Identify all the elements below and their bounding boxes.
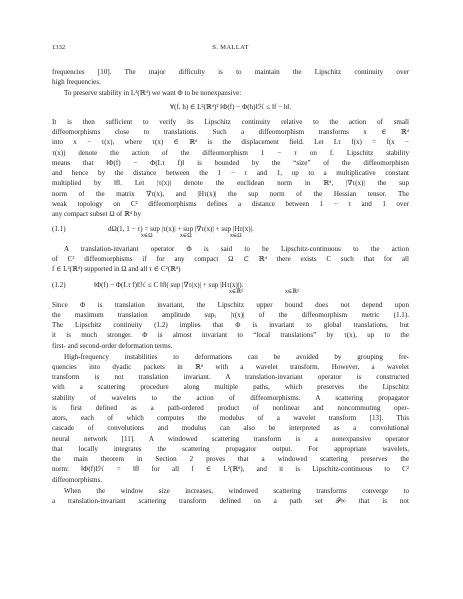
text-line: a translation-invariant scattering transform defined on a path set 𝒫∞ that is not <box>52 497 409 505</box>
text-line: the maximum translation amplitude supₓ |τ(x)| of the diffeomorphism metric (1.1). <box>52 311 409 319</box>
text-line: weak topology on C² diffeomorphisms defines a distance between 1 − τ and 1 over <box>52 200 409 208</box>
text-line: multiplied by ‖f‖. Let |τ(x)| denote the euclidean norm in ℝᵈ, |∇τ(x)| the sup <box>52 179 409 187</box>
text-line: When the window size increases, windowed scattering transforms converge to <box>64 487 409 495</box>
text-line: ators, each of which computes the modulus of a wavelet transform [13]. This <box>52 414 409 422</box>
text-line: it is much stronger. Φ is almost invariant to “local translations” by τ(x), up to the <box>52 331 409 339</box>
text-line: Since Φ is translation invariant, the Lipschitz upper bound does not depend upon <box>52 301 409 309</box>
text-line: quencies into dyadic packets in ℝᵈ with a wavelet transform. However, a wavelet <box>52 363 409 371</box>
text-line: stability of wavelets to the action of diffeomorphisms. A scattering propagator <box>52 394 409 402</box>
text-line: into x − τ(x), where τ(x) ∈ ℝᵈ is the displacement field. Let Lτ f(x) = f(x − <box>52 138 409 146</box>
equation-number: (1.2) <box>52 281 66 289</box>
text-line: τ(x)) denote the action of the diffeomorphism 1 − τ on f. Lipschitz stability <box>52 149 409 157</box>
text-line: diffeomorphisms close to translations. Such a diffeomorphism transforms x ∈ ℝᵈ <box>52 128 409 136</box>
equation-number: (1.1) <box>52 225 66 233</box>
text-line: To preserve stability in L²(ℝᵈ) we want Φ to be nonexpansive: <box>64 89 242 97</box>
equation-subscript: x∈Ω <box>141 233 153 239</box>
text-line: norm of the matrix ∇τ(x), and |Hτ(x)| the sup norm of the Hessian tensor. The <box>52 190 409 198</box>
text-line: The Lipschitz continuity (1.2) implies that Φ is invariant to global translations, but <box>52 321 409 329</box>
text-line: and hence by the distance between the 1 − τ and 1, up to a multiplicative constant <box>52 169 409 177</box>
text-line: transform is not translation invariant. A translation-invariant operator is constructed <box>52 373 409 381</box>
equation-subscript: x∈Ω <box>180 233 192 239</box>
page-number: 1332 <box>52 44 66 51</box>
text-line: any compact subset Ω of ℝᵈ by <box>52 210 142 218</box>
text-line: High-frequency instabilities to deformations can be avoided by grouping fre- <box>64 353 409 361</box>
display-equation: ∀(f, h) ∈ L²(ℝᵈ)² ‖Φ(f) − Φ(h)‖ℋ ≤ ‖f − h‖. <box>169 103 292 111</box>
running-author: S. MALLAT <box>212 44 249 51</box>
text-line: neural network [11]. A windowed scattering transform is a nonexpansive operator <box>52 435 409 443</box>
text-line: f ∈ L²(ℝᵈ) supported in Ω and all τ ∈ C²(ℝᵈ) <box>52 265 181 273</box>
text-line: of C² diffeomorphisms if for any compact Ω ⊂ ℝᵈ there exists C such that for all <box>52 255 409 263</box>
equation-subscript: x∈Ω <box>230 233 242 239</box>
text-line: frequencies [10]. The major difficulty is to maintain the Lipschitz continuity over <box>52 68 409 76</box>
text-line: means that ‖Φ(f) − Φ(Lτ f)‖ is bounded by the “size” of the diffeomorphism <box>52 159 409 167</box>
text-line: high frequencies. <box>52 78 101 86</box>
text-line: is first defined as a path-ordered product of nonlinear and noncommuting oper- <box>52 404 409 412</box>
equation-subscript: x∈ℝᵈ <box>229 289 243 295</box>
text-line: It is then sufficient to verify its Lipschitz continuity relative to the action of small <box>52 118 409 126</box>
text-line: with a scattering procedure along multiple paths, which preserves the Lipschitz <box>52 383 409 391</box>
equation-body: dΩ(1, 1 − τ) = sup |τ(x)| + sup |∇τ(x)| + sup |Hτ(x)|. <box>108 225 254 233</box>
running-head <box>52 44 409 54</box>
text-line: first- and second-order deformation terms. <box>52 342 173 350</box>
text-line: diffeomorphisms. <box>52 476 103 484</box>
equation-subscript: x∈ℝᵈ <box>285 289 299 295</box>
text-line: that locally integrates the scattering propagator output. For appropriate wavelets, <box>52 445 409 453</box>
text-line: cascade of convolutions and modulus can also be interpreted as a convolutional <box>52 424 409 432</box>
text-line: A translation-invariant operator Φ is said to be Lipschitz-continuous to the action <box>64 245 409 253</box>
text-line: the main theorem in Section 2 proves that a windowed scattering preserves the <box>52 455 409 463</box>
text-line: norm: ‖Φ(f)‖ℋ = ‖f‖ for all f ∈ L²(ℝᵈ), and it is Lipschitz-continuous to C² <box>52 465 409 473</box>
equation-body: ‖Φ(f) − Φ(Lτ f)‖ℋ ≤ C ‖f‖( sup |∇τ(x)| + sup |Hτ(x)|). <box>94 281 244 289</box>
